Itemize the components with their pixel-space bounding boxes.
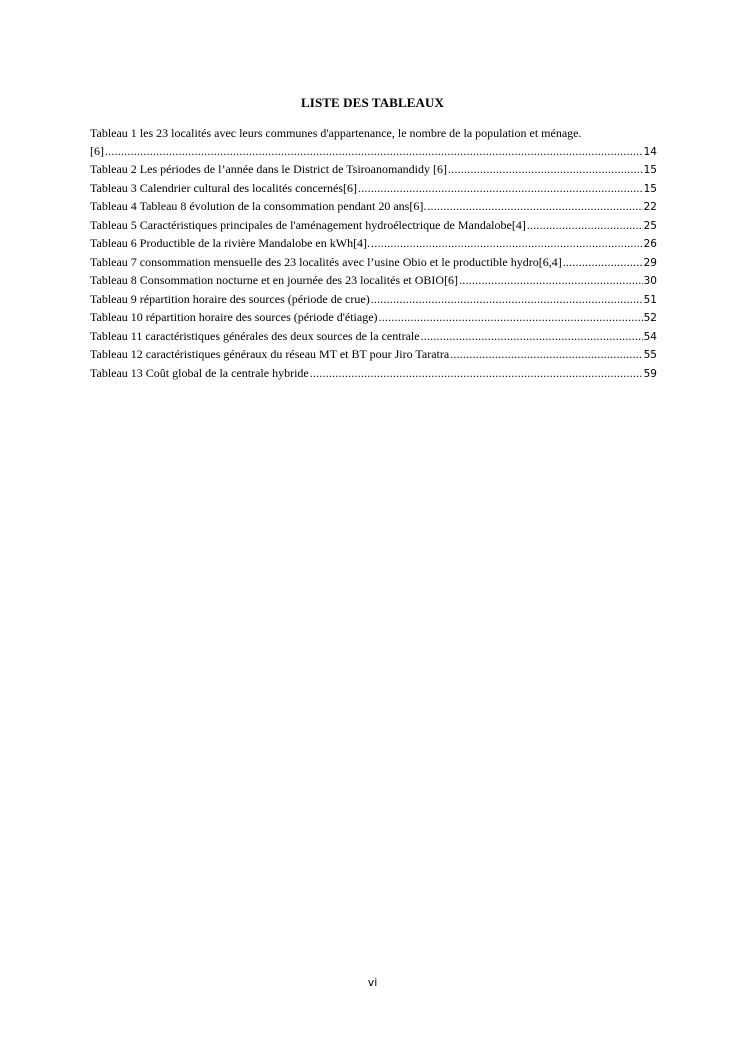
toc-entry-text: Tableau 11 caractéristiques générales des deux sources de la centrale [90, 328, 420, 343]
dot-leader [371, 291, 643, 309]
dot-leader [427, 198, 642, 216]
toc-entry-page: 54 [643, 330, 657, 343]
toc-entry[interactable] [90, 180, 657, 199]
toc-entry-text: [6] [90, 143, 104, 158]
toc-entry-text: Tableau 9 répartition horaire des sources (période de crue) [90, 291, 370, 306]
toc-entry[interactable] [90, 161, 657, 180]
table-list [90, 125, 657, 383]
toc-entry[interactable] [90, 125, 657, 161]
dot-leader [371, 235, 643, 253]
toc-entry-page: 55 [643, 349, 657, 361]
toc-entry-page: 14 [643, 145, 657, 158]
toc-entry-page: 22 [643, 201, 657, 213]
toc-entry-text-line1: Tableau 1 les 23 localités avec leurs communes d'appartenance, le nombre de la population et ménage. [90, 126, 582, 140]
toc-entry[interactable] [90, 217, 657, 236]
dot-leader [450, 346, 642, 364]
toc-entry-text: Tableau 4 Tableau 8 évolution de la consommation pendant 20 ans[6]. [90, 199, 427, 213]
toc-entry-page: 29 [643, 256, 657, 269]
toc-entry-page: 15 [643, 164, 657, 176]
toc-entry[interactable] [90, 272, 657, 291]
dot-leader [563, 254, 643, 272]
toc-entry-text: Tableau 12 caractéristiques généraux du réseau MT et BT pour Jiro Taratra [90, 347, 450, 361]
toc-entry-text: Tableau 10 répartition horaire des sources (période d'étiage) [90, 310, 378, 324]
toc-entry[interactable] [90, 365, 657, 384]
toc-entry[interactable] [90, 254, 657, 273]
dot-leader [310, 365, 643, 383]
toc-entry-page: 25 [643, 219, 657, 232]
page-title: LISTE DES TABLEAUX [301, 95, 444, 110]
toc-entry-page: 51 [643, 293, 657, 306]
toc-entry-text: Tableau 3 Calendrier cultural des localités concernés[6] [90, 180, 358, 195]
toc-entry-text: Tableau 8 Consommation nocturne et en journée des 23 localités et OBIO[6] [90, 273, 459, 287]
toc-entry-page: 15 [643, 182, 657, 195]
dot-leader [448, 161, 643, 179]
dot-leader [459, 272, 643, 290]
toc-entry[interactable] [90, 328, 657, 347]
toc-entry-page: 52 [643, 312, 657, 324]
toc-entry[interactable] [90, 235, 657, 254]
toc-entry-page: 59 [643, 367, 657, 380]
toc-entry-text: Tableau 2 Les périodes de l’année dans le District de Tsiroanomandidy [6] [90, 162, 447, 176]
dot-leader [379, 309, 643, 327]
toc-entry-text: Tableau 5 Caractéristiques principales de l'aménagement hydroélectrique de Mandalobe[4] [90, 217, 526, 232]
page-number: vi [367, 976, 378, 989]
toc-entry[interactable] [90, 291, 657, 310]
dot-leader [527, 217, 643, 235]
toc-entry-text: Tableau 6 Productible de la rivière Mandalobe en kWh[4]. [90, 236, 371, 250]
toc-entry-text: Tableau 13 Coût global de la centrale hybride [90, 365, 309, 380]
toc-entry[interactable] [90, 346, 657, 365]
toc-entry-page: 30 [643, 275, 657, 287]
dot-leader [421, 328, 643, 346]
toc-entry-page: 26 [643, 238, 657, 250]
dot-leader [105, 143, 643, 161]
toc-entry[interactable] [90, 198, 657, 217]
dot-leader [358, 180, 643, 198]
toc-entry[interactable] [90, 309, 657, 328]
toc-entry-text: Tableau 7 consommation mensuelle des 23 localités avec l’usine Obio et le productible hydro[6,4] [90, 254, 562, 269]
